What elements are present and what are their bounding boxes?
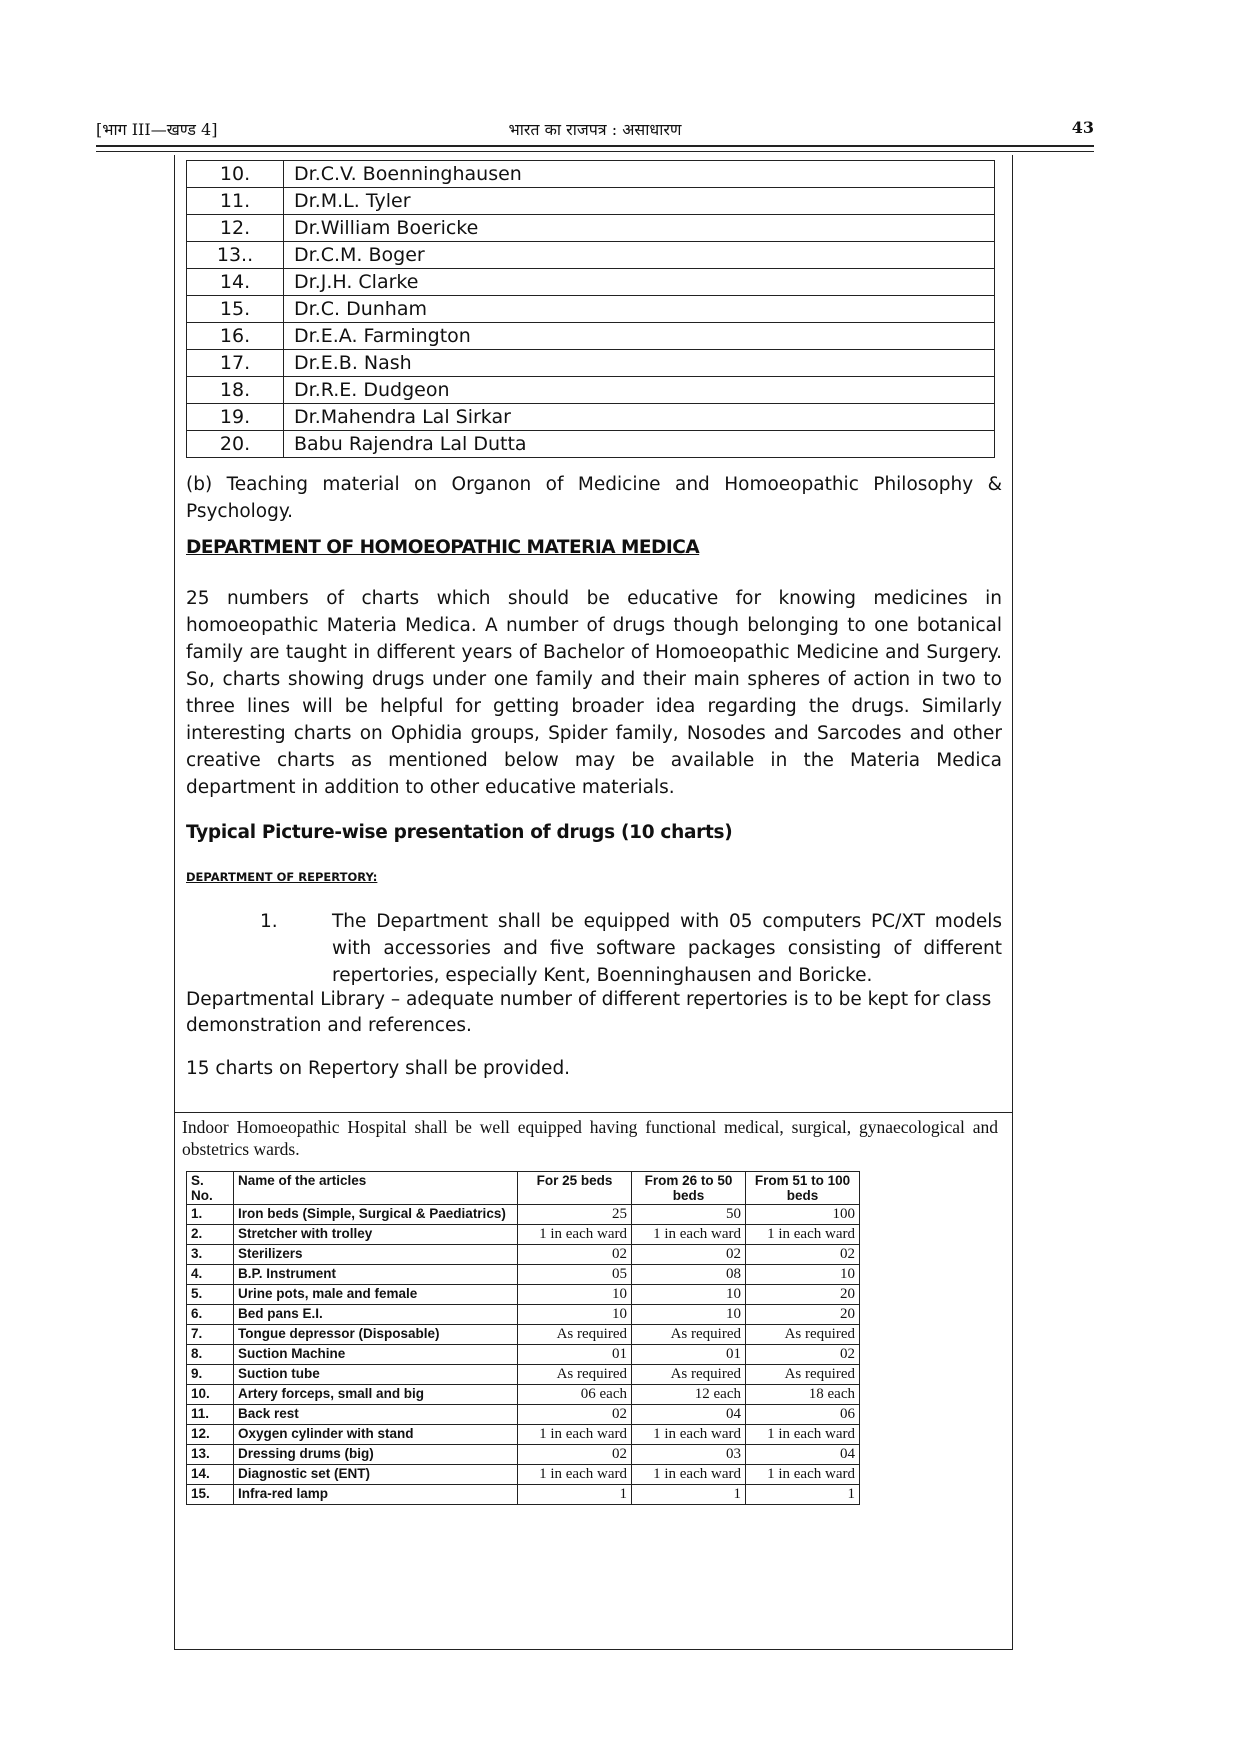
cell-51-100-beds: As required <box>746 1325 860 1345</box>
header-51-100-beds: From 51 to 100 beds <box>746 1172 860 1205</box>
cell-25-beds: 02 <box>518 1245 632 1265</box>
cell-26-50-beds: 10 <box>632 1305 746 1325</box>
cell-article-name: Suction Machine <box>234 1345 518 1365</box>
cell-26-50-beds: As required <box>632 1365 746 1385</box>
frame-divider <box>174 1112 1013 1113</box>
repertory-item-number: 1. <box>260 911 278 932</box>
cell-sno: 1. <box>187 1205 234 1225</box>
cell-26-50-beds: 12 each <box>632 1385 746 1405</box>
table-row <box>187 1365 860 1385</box>
picture-wise-heading: Typical Picture-wise presentation of drugs (10 charts) <box>186 822 733 843</box>
cell-26-50-beds: 50 <box>632 1205 746 1225</box>
cell-25-beds: 02 <box>518 1405 632 1425</box>
cell-51-100-beds: 1 <box>746 1485 860 1505</box>
table-row <box>187 1345 860 1365</box>
cell-25-beds: As required <box>518 1325 632 1345</box>
cell-sno: 14. <box>187 1465 234 1485</box>
cell-article-name: Bed pans E.I. <box>234 1305 518 1325</box>
row-number: 18. <box>187 377 284 404</box>
cell-sno: 11. <box>187 1405 234 1425</box>
row-number: 14. <box>187 269 284 296</box>
header-sno: S. No. <box>187 1172 234 1205</box>
author-name: Dr.E.B. Nash <box>284 350 995 377</box>
header-part-label: [भाग III—खण्ड 4] <box>96 120 218 139</box>
cell-51-100-beds: 1 in each ward <box>746 1465 860 1485</box>
table-row <box>187 161 995 188</box>
cell-51-100-beds: 20 <box>746 1285 860 1305</box>
page-header <box>96 118 1094 144</box>
cell-51-100-beds: 04 <box>746 1445 860 1465</box>
cell-25-beds: 02 <box>518 1445 632 1465</box>
cell-26-50-beds: 1 in each ward <box>632 1425 746 1445</box>
table-row <box>187 242 995 269</box>
cell-article-name: Back rest <box>234 1405 518 1425</box>
author-name: Dr.C.M. Boger <box>284 242 995 269</box>
cell-51-100-beds: 02 <box>746 1345 860 1365</box>
row-number: 15. <box>187 296 284 323</box>
table-row <box>187 431 995 458</box>
author-name: Dr.E.A. Farmington <box>284 323 995 350</box>
cell-25-beds: As required <box>518 1365 632 1385</box>
author-name: Dr.R.E. Dudgeon <box>284 377 995 404</box>
row-number: 16. <box>187 323 284 350</box>
cell-article-name: Iron beds (Simple, Surgical & Paediatrics) <box>234 1205 518 1225</box>
cell-26-50-beds: 10 <box>632 1285 746 1305</box>
cell-25-beds: 05 <box>518 1265 632 1285</box>
table-row <box>187 1245 860 1265</box>
table-row <box>187 1225 860 1245</box>
teaching-material-text: (b) Teaching material on Organon of Medicine and Homoeopathic Philosophy & Psychology. <box>186 474 1002 522</box>
cell-26-50-beds: As required <box>632 1325 746 1345</box>
table-row <box>187 1265 860 1285</box>
cell-article-name: Infra-red lamp <box>234 1485 518 1505</box>
table-row <box>187 188 995 215</box>
articles-header-row <box>187 1172 860 1205</box>
cell-25-beds: 06 each <box>518 1385 632 1405</box>
author-name: Dr.M.L. Tyler <box>284 188 995 215</box>
cell-25-beds: 1 in each ward <box>518 1465 632 1485</box>
cell-26-50-beds: 1 in each ward <box>632 1465 746 1485</box>
cell-article-name: Dressing drums (big) <box>234 1445 518 1465</box>
header-rule-thick <box>96 145 1094 147</box>
cell-sno: 7. <box>187 1325 234 1345</box>
cell-article-name: Oxygen cylinder with stand <box>234 1425 518 1445</box>
table-row <box>187 1305 860 1325</box>
cell-51-100-beds: 20 <box>746 1305 860 1325</box>
cell-25-beds: 25 <box>518 1205 632 1225</box>
row-number: 20. <box>187 431 284 458</box>
table-row <box>187 404 995 431</box>
cell-26-50-beds: 02 <box>632 1245 746 1265</box>
cell-sno: 4. <box>187 1265 234 1285</box>
table-row <box>187 296 995 323</box>
table-row <box>187 377 995 404</box>
cell-article-name: Suction tube <box>234 1365 518 1385</box>
author-name: Dr.C.V. Boenninghausen <box>284 161 995 188</box>
table-row <box>187 1205 860 1225</box>
cell-article-name: Stretcher with trolley <box>234 1225 518 1245</box>
cell-sno: 9. <box>187 1365 234 1385</box>
cell-26-50-beds: 1 in each ward <box>632 1225 746 1245</box>
row-number: 13.. <box>187 242 284 269</box>
cell-26-50-beds: 01 <box>632 1345 746 1365</box>
repertory-item-text: The Department shall be equipped with 05 computers PC/XT models with accessories and five software packages consisting of different repertories, especially Kent, Boenninghausen and Boricke. <box>332 911 1002 986</box>
table-row <box>187 1405 860 1425</box>
row-number: 19. <box>187 404 284 431</box>
cell-51-100-beds: 100 <box>746 1205 860 1225</box>
table-row <box>187 1465 860 1485</box>
cell-sno: 8. <box>187 1345 234 1365</box>
cell-25-beds: 01 <box>518 1345 632 1365</box>
header-25-beds: For 25 beds <box>518 1172 632 1205</box>
cell-51-100-beds: 06 <box>746 1405 860 1425</box>
cell-25-beds: 1 <box>518 1485 632 1505</box>
cell-sno: 10. <box>187 1385 234 1405</box>
author-name: Babu Rajendra Lal Dutta <box>284 431 995 458</box>
cell-51-100-beds: 02 <box>746 1245 860 1265</box>
repertory-charts-text: 15 charts on Repertory shall be provided. <box>186 1058 571 1079</box>
cell-sno: 6. <box>187 1305 234 1325</box>
cell-sno: 5. <box>187 1285 234 1305</box>
table-row <box>187 350 995 377</box>
cell-51-100-beds: 18 each <box>746 1385 860 1405</box>
table-row <box>187 1385 860 1405</box>
author-name: Dr.J.H. Clarke <box>284 269 995 296</box>
cell-26-50-beds: 1 <box>632 1485 746 1505</box>
cell-sno: 3. <box>187 1245 234 1265</box>
header-26-50-beds: From 26 to 50 beds <box>632 1172 746 1205</box>
cell-26-50-beds: 08 <box>632 1265 746 1285</box>
table-row <box>187 1285 860 1305</box>
table-row <box>187 269 995 296</box>
cell-51-100-beds: 1 in each ward <box>746 1225 860 1245</box>
table-row <box>187 323 995 350</box>
repertory-title: DEPARTMENT OF REPERTORY: <box>186 870 378 884</box>
author-name: Dr.C. Dunham <box>284 296 995 323</box>
cell-article-name: Sterilizers <box>234 1245 518 1265</box>
header-gazette-title: भारत का राजपत्र : असाधारण <box>508 120 682 139</box>
cell-25-beds: 1 in each ward <box>518 1425 632 1445</box>
row-number: 12. <box>187 215 284 242</box>
table-row <box>187 1425 860 1445</box>
cell-sno: 13. <box>187 1445 234 1465</box>
row-number: 17. <box>187 350 284 377</box>
cell-sno: 2. <box>187 1225 234 1245</box>
cell-25-beds: 1 in each ward <box>518 1225 632 1245</box>
row-number: 10. <box>187 161 284 188</box>
cell-article-name: Artery forceps, small and big <box>234 1385 518 1405</box>
author-name: Dr.Mahendra Lal Sirkar <box>284 404 995 431</box>
cell-article-name: Diagnostic set (ENT) <box>234 1465 518 1485</box>
cell-sno: 15. <box>187 1485 234 1505</box>
cell-article-name: B.P. Instrument <box>234 1265 518 1285</box>
cell-25-beds: 10 <box>518 1285 632 1305</box>
materia-medica-body: 25 numbers of charts which should be educative for knowing medicines in homoeopathic Materia Medica. A number of drugs though belonging to one botanical family are taught in different years of Bachelor of Homoeopathic Medicine and Surgery. So, charts showing drugs under one family and their main spheres of action in two to three lines will be helpful for getting broader idea regarding the drugs. Similarly interesting charts on Ophidia groups, Spider family, Nosodes and Sarcodes and other creative charts as mentioned below may be available in the Materia Medica department in addition to other educative materials. <box>186 588 1002 798</box>
names-table <box>186 160 995 458</box>
table-row <box>187 1325 860 1345</box>
cell-sno: 12. <box>187 1425 234 1445</box>
row-number: 11. <box>187 188 284 215</box>
author-name: Dr.William Boericke <box>284 215 995 242</box>
header-name: Name of the articles <box>234 1172 518 1205</box>
cell-26-50-beds: 04 <box>632 1405 746 1425</box>
table-row <box>187 215 995 242</box>
page-number: 43 <box>1071 118 1094 137</box>
header-rule-thin <box>96 151 1094 152</box>
cell-25-beds: 10 <box>518 1305 632 1325</box>
cell-article-name: Tongue depressor (Disposable) <box>234 1325 518 1345</box>
articles-table <box>186 1171 860 1505</box>
cell-51-100-beds: 10 <box>746 1265 860 1285</box>
table-row <box>187 1445 860 1465</box>
cell-26-50-beds: 03 <box>632 1445 746 1465</box>
indoor-hospital-text: Indoor Homoeopathic Hospital shall be well equipped having functional medical, surgical, gynaecological and obstetrics wards. <box>182 1117 998 1159</box>
departmental-library-text: Departmental Library – adequate number of different repertories is to be kept for class demonstration and references. <box>186 989 992 1036</box>
materia-medica-title: DEPARTMENT OF HOMOEOPATHIC MATERIA MEDICA <box>186 537 700 558</box>
cell-51-100-beds: 1 in each ward <box>746 1425 860 1445</box>
cell-article-name: Urine pots, male and female <box>234 1285 518 1305</box>
table-row <box>187 1485 860 1505</box>
cell-51-100-beds: As required <box>746 1365 860 1385</box>
